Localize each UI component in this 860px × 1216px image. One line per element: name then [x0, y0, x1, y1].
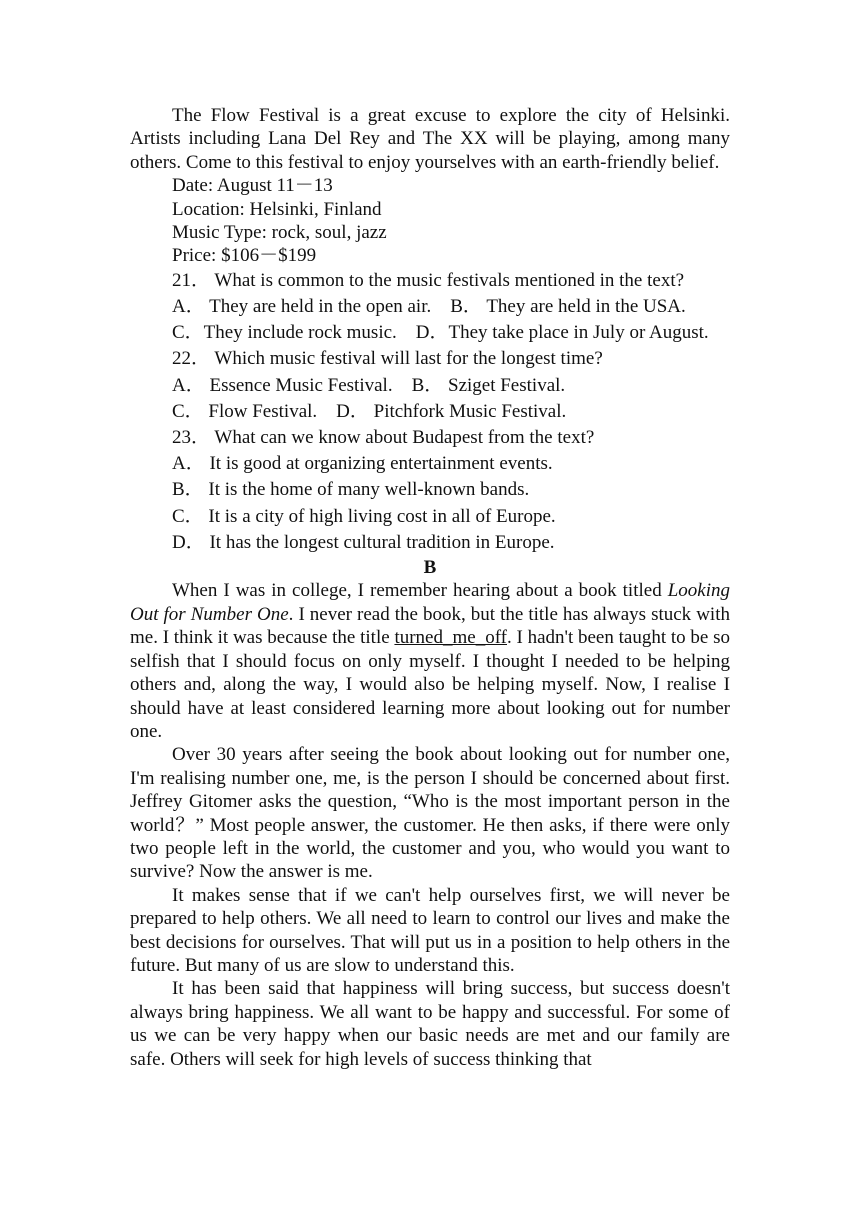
- passage-b-paragraph-2: Over 30 years after seeing the book about looking out for number one, I'm realising number one, me, is the person I should be concerned about first. Jeffrey Gitomer asks the question, “Who is the most important person in the world？” Most people answer, the customer. He then asks, if there were only two people left in the world, the customer and you, who would you want to survive? Now the answer is me.: [130, 744, 730, 883]
- text-segment: . I hadn't been taught to be so selfish that I should focus on only myself. I thought I needed to be helping others and, along the way, I would also be helping myself. Now, I realise I should have at least considered learning more about looking out for number one.: [130, 627, 730, 742]
- option-line: A． They are held in the open air. B． They are held in the USA.: [172, 296, 686, 318]
- question-22: [130, 346, 730, 425]
- flow-location: Location: Helsinki, Finland: [172, 198, 382, 220]
- question-stem: 21． What is common to the music festivals mentioned in the text?: [172, 269, 685, 291]
- book-title: Looking Out for Number One: [130, 580, 730, 625]
- question-23: [130, 425, 730, 556]
- option-line: B． It is the home of many well-known bands.: [172, 479, 530, 501]
- option-line: C． It is a city of high living cost in all of Europe.: [172, 505, 556, 527]
- text-segment: When I was in college, I remember hearing about a book titled: [172, 580, 668, 602]
- question-stem: 22． Which music festival will last for the longest time?: [172, 348, 603, 370]
- flow-price: Price: $106－$199: [172, 245, 317, 267]
- underlined-phrase: turned_me_off: [394, 627, 507, 649]
- passage-b-paragraph-1: [130, 579, 730, 743]
- flow-music-type: Music Type: rock, soul, jazz: [172, 222, 387, 244]
- passage-b-paragraph-4: It has been said that happiness will bring success, but success doesn't always bring happiness. We all want to be happy and successful. For some of us we can be very happy when our basic needs are met and our family are safe. Others will seek for high levels of success thinking that: [130, 978, 730, 1070]
- question-stem: 23． What can we know about Budapest from the text?: [172, 427, 595, 449]
- document-page: [130, 104, 730, 1071]
- flow-festival-paragraph: The Flow Festival is a great excuse to explore the city of Helsinki. Artists including Lana Del Rey and The XX will be playing, among many others. Come to this festival to enjoy yourselves with an earth-friendly belief.: [130, 105, 730, 173]
- option-line: C． Flow Festival. D． Pitchfork Music Festival.: [172, 400, 567, 422]
- option-line: C．They include rock music. D．They take place in July or August.: [172, 322, 709, 344]
- question-21: [130, 268, 730, 347]
- option-line: D． It has the longest cultural tradition in Europe.: [172, 531, 555, 553]
- section-heading: B: [423, 557, 437, 579]
- option-line: A． Essence Music Festival. B． Sziget Festival.: [172, 374, 566, 396]
- text-segment: . I never read the book, but the title has always stuck with me. I think it was because the title: [130, 603, 730, 649]
- passage-b-paragraph-3: It makes sense that if we can't help ourselves first, we will never be prepared to help others. We all need to learn to control our lives and make the best decisions for ourselves. That will put us in a position to help others in the future. But many of us are slow to understand this.: [130, 884, 730, 976]
- flow-date: Date: August 11－13: [172, 175, 333, 197]
- option-line: A． It is good at organizing entertainment events.: [172, 453, 553, 475]
